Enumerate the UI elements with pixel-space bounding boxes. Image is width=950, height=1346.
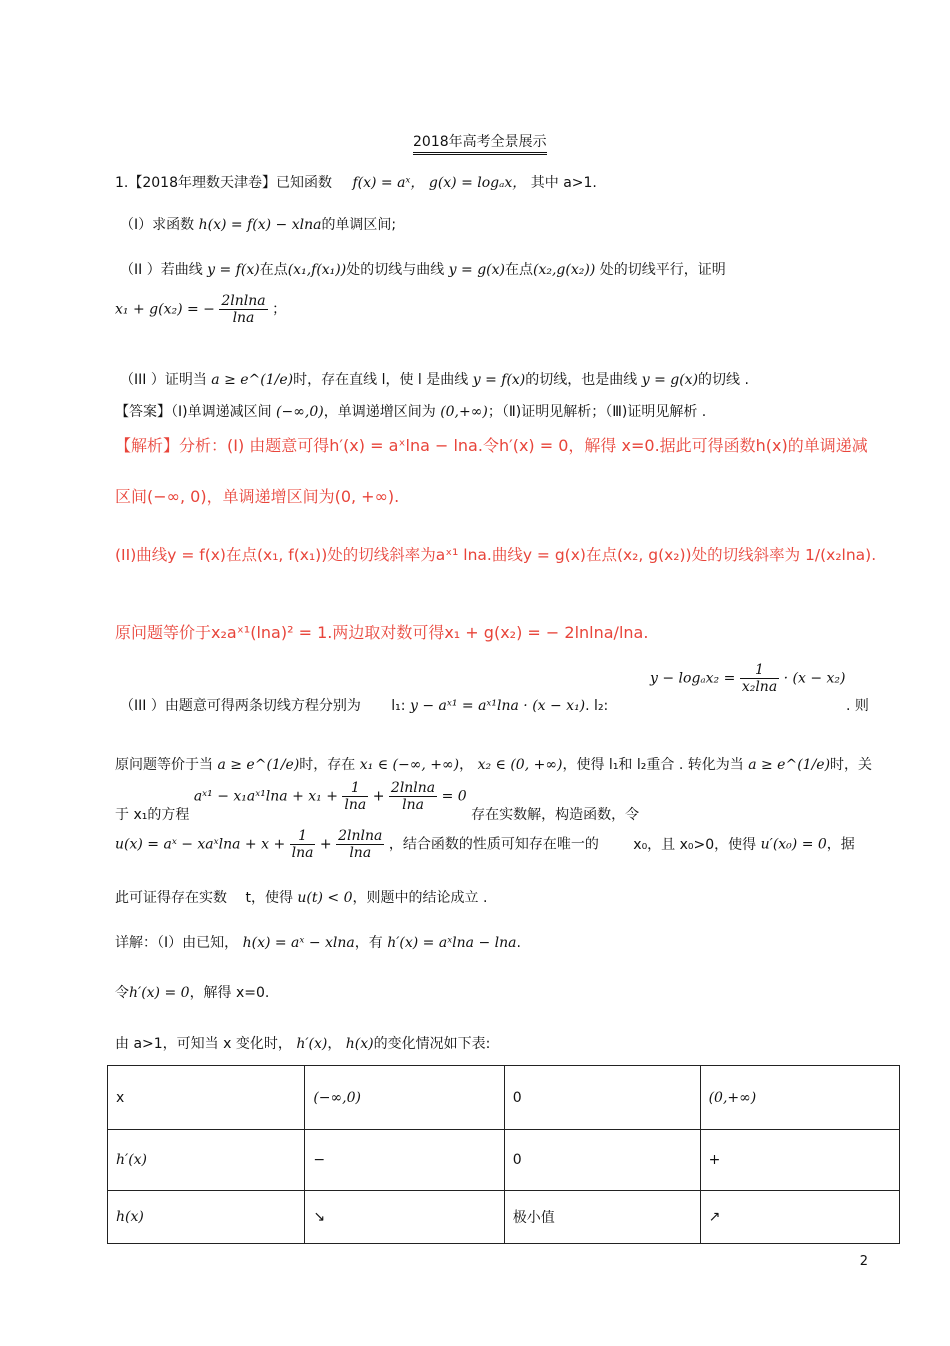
table-cell: ↘	[305, 1191, 504, 1244]
table-cell: 0	[504, 1130, 700, 1191]
part-3-tail: 的切线 .	[698, 372, 749, 388]
s8-b: ，有	[354, 935, 383, 951]
s4-x2: x₂ ∈ (0, +∞)	[477, 757, 563, 773]
gx-def: g(x) = logₐx，	[428, 175, 527, 191]
s9-eq: h′(x) = 0	[129, 985, 190, 1001]
part-1-label: （I）求函数	[120, 217, 195, 233]
s4-d: 时，关	[830, 757, 873, 773]
table-cell: (−∞,0)	[305, 1066, 504, 1130]
tangent-l2-num: 1	[740, 662, 779, 679]
curve-f: y = f(x)	[207, 262, 260, 278]
table-cell: (0,+∞)	[700, 1066, 899, 1130]
part-3	[120, 369, 749, 389]
s10-b: 的变化情况如下表:	[373, 1036, 491, 1052]
s10-eq2: h(x)	[345, 1036, 374, 1052]
s4-cond2: a ≥ e^(1/e)	[748, 757, 831, 773]
section-7-line	[115, 887, 487, 907]
s8-eq2: h′(x) = aˣlna − lna	[387, 935, 517, 951]
answer	[115, 401, 706, 421]
part-3-curve-g: y = g(x)	[641, 372, 699, 388]
eq-numerator: 2lnlna	[221, 293, 266, 309]
part-2-label: （II ）若曲线	[120, 262, 203, 278]
section-3-label: （III ）由题意可得两条切线方程分别为	[120, 698, 361, 714]
s5-frac-2-num: 2lnlna	[390, 780, 436, 796]
s6-eq2: u′(x₀) = 0	[760, 836, 827, 853]
s7-b: ，则题中的结论成立 .	[352, 890, 488, 906]
variation-table	[107, 1065, 900, 1244]
s8-c: .	[516, 935, 521, 951]
s6-frac-2	[336, 828, 384, 861]
s5-frac-1-den: lna	[344, 797, 367, 813]
at-point-1: 在点	[259, 262, 288, 278]
section-3-line	[120, 695, 608, 715]
tangent-l2-fraction	[740, 662, 779, 695]
s10-a: 由 a>1，可知当 x 变化时，	[115, 1036, 292, 1052]
then-text: . 则	[846, 698, 869, 714]
s5-frac-1-num: 1	[342, 780, 368, 797]
s6-eq: u(x) = aˣ − xaˣlna + x +	[115, 836, 286, 853]
s9-a: 令	[115, 985, 129, 1001]
question-head	[115, 172, 597, 192]
s6-b: ，结合函数的性质可知存在唯一的	[388, 836, 599, 853]
s5-b: 存在实数解，构造函数，令	[471, 807, 640, 823]
solve-line	[115, 982, 269, 1002]
part-3-mid: 时，存在直线 l，使 l 是曲线	[293, 372, 469, 388]
part-1	[120, 214, 396, 234]
analysis-line-2: 区间(−∞, 0)，单调递增区间为(0, +∞).	[115, 487, 400, 506]
s5-a: 于 x₁的方程	[115, 807, 190, 823]
fx-def: f(x) = aˣ，	[352, 175, 425, 191]
answer-mid: ，单调递增区间为	[323, 404, 436, 420]
s8-a: 详解：（I）由已知，	[115, 935, 239, 951]
s6-frac-1-num: 1	[290, 828, 316, 845]
point-2: (x₂,g(x₂))	[533, 262, 596, 278]
tangent-l1-label: l₁:	[391, 698, 406, 714]
s5-frac-2	[389, 780, 437, 813]
at-point-2: 在点	[505, 262, 533, 278]
table-cell: −	[305, 1130, 504, 1191]
part-2-tail: 处的切线平行，证明	[599, 262, 726, 278]
answer-tail: ；（Ⅱ)证明见解析；（Ⅲ)证明见解析 .	[487, 404, 707, 420]
s4-x1: x₁ ∈ (−∞, +∞)	[359, 757, 460, 773]
part-2	[120, 259, 726, 279]
part-3-label: （III ）证明当	[120, 372, 207, 388]
s7-a: 此可证得存在实数	[115, 890, 227, 906]
table-cell: h(x)	[108, 1191, 305, 1244]
s9-b: ，解得 x=0.	[189, 985, 270, 1001]
eq-fraction	[219, 293, 267, 326]
eq-end: ；	[272, 301, 287, 318]
analysis-line-1: 【解析】分析：(I) 由题意可得h′(x) = aˣlna − lna.令h′(x) = 0，解得 x=0.据此可得函数h(x)的单调递减	[115, 436, 868, 455]
detail-line	[115, 932, 521, 952]
s4-cond: a ≥ e^(1/e)	[217, 757, 300, 773]
table-cell: ↗	[700, 1191, 899, 1244]
page-number: 2	[859, 1254, 868, 1269]
tangent-l2-rhs: · (x − x₂)	[783, 670, 846, 687]
tangent-l2-eq	[650, 662, 845, 695]
s6-c: x₀，且 x₀>0，使得	[633, 836, 757, 853]
s7-eq: u(t) < 0	[297, 890, 353, 906]
table-row	[108, 1130, 900, 1191]
s10-eq1: h′(x)	[296, 1036, 328, 1052]
table-cell: +	[700, 1130, 899, 1191]
table-row	[108, 1191, 900, 1244]
tangent-l2-label: . l₂:	[585, 698, 609, 714]
point-1: (x₁,f(x₁))	[287, 262, 347, 278]
tangent-l2-den: x₂lna	[741, 679, 778, 695]
table-cell: h′(x)	[108, 1130, 305, 1191]
s8-eq1: h(x) = aˣ − xlna	[242, 935, 355, 951]
s5-frac-1	[342, 780, 368, 813]
s4-a: 原问题等价于当	[115, 757, 213, 773]
section-5-line: 于 x₁的方程 aˣ¹ − x₁aˣ¹lna + x₁ + $\frac{1}{\ln a}$ + $\frac{2lnlna}{\ln a}$ = 0 存在实数解，构造函数，令	[115, 780, 640, 823]
condition: 其中 a>1.	[530, 175, 597, 191]
tangent-l1-eq: y − aˣ¹ = aˣ¹lna · (x − x₁)	[409, 698, 586, 714]
part-3-cond: a ≥ e^(1/e)	[211, 372, 294, 388]
table-cell: 0	[504, 1066, 700, 1130]
section-4-line: 原问题等价于当 a ≥ e^(1/e)时，存在 x₁ ∈ (−∞, +∞)， x₂ ∈ (0, +∞)，使得 l₁和 l₂重合 . 转化为当 a ≥ e^(1/e)时，关	[115, 757, 873, 773]
answer-interval-2: (0,+∞)	[440, 404, 488, 420]
s6-d: ，据	[826, 836, 855, 853]
s6-frac-2-num: 2lnlna	[338, 828, 383, 844]
table-intro: 由 a>1，可知当 x 变化时， h′(x)， h(x)的变化情况如下表:	[115, 1036, 491, 1052]
s6-frac-1-den: lna	[291, 845, 314, 861]
analysis-line-3: (II)曲线y = f(x)在点(x₁, f(x₁))处的切线斜率为aˣ¹ lna.曲线y = g(x)在点(x₂, g(x₂))处的切线斜率为 1/(x₂lna).	[115, 546, 877, 564]
part-3-curve-f: y = f(x)	[472, 372, 526, 388]
answer-interval-1: (−∞,0)	[276, 404, 324, 420]
s5-eq: aˣ¹ − x₁aˣ¹lna + x₁ +	[193, 788, 338, 805]
s4-b: 时，存在	[299, 757, 356, 773]
section-6-line: u(x) = aˣ − xaˣlna + x + $\frac{1}{\ln a}$ + $\frac{2lnlna}{\ln a}$ ，结合函数的性质可知存在唯一的 x₀，且 x₀>0，使得 u′(x₀) = 0，据	[115, 828, 855, 861]
analysis-line-4: 原问题等价于x₂aˣ¹(lna)² = 1.两边取对数可得x₁ + g(x₂) = − 2lnlna/lna.	[115, 623, 649, 642]
question-label: 1.【2018年理数天津卷】已知函数	[115, 175, 332, 191]
page-title: 2018年高考全景展示	[413, 131, 547, 155]
eq-denominator: lna	[232, 310, 255, 326]
s7-t: t，使得	[245, 890, 293, 906]
s5-eq-end: = 0	[441, 788, 467, 805]
table-row	[108, 1066, 900, 1130]
answer-label: 【答案】（Ⅰ)单调递减区间	[115, 404, 272, 420]
eq-lhs: x₁ + g(x₂) = −	[115, 301, 215, 318]
s4-c: ，使得 l₁和 l₂重合 . 转化为当	[562, 757, 744, 773]
part-2-mid: 处的切线与曲线	[346, 262, 445, 278]
part-3-mid2: 的切线，也是曲线	[525, 372, 638, 388]
table-cell: 极小值	[504, 1191, 700, 1244]
table-cell: x	[108, 1066, 305, 1130]
curve-g: y = g(x)	[448, 262, 505, 278]
part-1-tail: 的单调区间;	[321, 217, 397, 233]
s5-frac-2-den: lna	[402, 797, 424, 813]
part-2-equation	[115, 293, 286, 326]
part-1-expr: h(x) = f(x) − xlna	[198, 217, 322, 233]
s6-frac-2-den: lna	[349, 845, 372, 861]
tangent-l2-lhs: y − logₐx₂ =	[650, 670, 736, 687]
s6-frac-1	[290, 828, 316, 861]
